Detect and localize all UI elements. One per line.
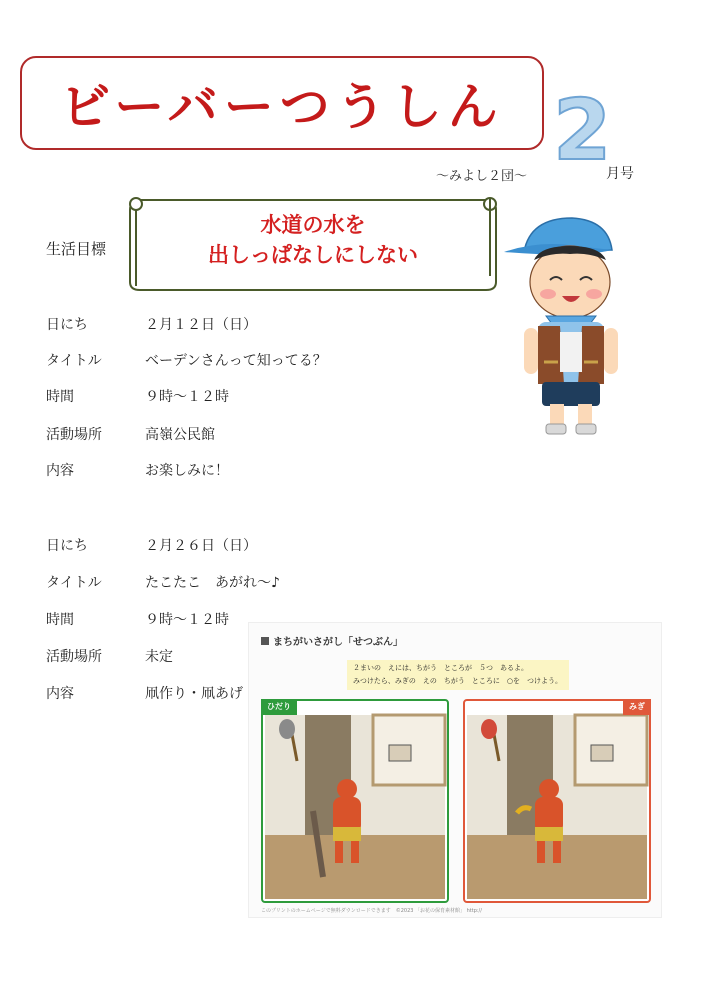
row-value: 未定	[145, 649, 173, 665]
square-bullet-icon	[261, 637, 269, 645]
row-value: ９時〜１２時	[145, 612, 229, 628]
scout-boy-illustration	[500, 212, 640, 442]
month-number: 2	[553, 81, 612, 179]
goal-line-2: 出しっぱなしにしない	[208, 243, 418, 267]
instruction-line-1: ２まいの えには、ちがう ところが ５つ あるよ。	[353, 664, 528, 672]
puzzle-footer: このプリントのホームページで無料ダウンロードできます ©2023 「お花の保育素材館」 http://	[261, 908, 482, 914]
row-key: 時間	[46, 612, 74, 628]
instruction-line-2: みつけたら、みぎの えの ちがう ところに ○を つけよう。	[353, 677, 562, 685]
puzzle-instructions	[347, 660, 569, 690]
puzzle-title-text: まちがいさがし「せつぶん」	[273, 637, 403, 648]
row-key: 活動場所	[46, 649, 102, 665]
row-key: タイトル	[46, 575, 102, 591]
row-value: たこたこ あがれ〜♪	[145, 575, 280, 591]
title-banner	[20, 56, 544, 150]
goal-text	[126, 210, 500, 270]
row-key: 日にち	[46, 538, 88, 554]
newsletter-title: ビーバーつうしん	[60, 78, 504, 136]
puzzle-title	[261, 633, 403, 648]
goal-scroll	[126, 190, 500, 294]
spot-the-difference-puzzle	[248, 622, 662, 918]
troop-name: 〜みよし２団〜	[436, 169, 528, 184]
left-picture-panel	[261, 699, 449, 903]
row-value: ２月１２日（日）	[145, 317, 257, 333]
row-key: 日にち	[46, 317, 88, 333]
row-value: ９時〜１２時	[145, 389, 229, 405]
row-key: 内容	[46, 686, 74, 702]
row-key: 時間	[46, 389, 74, 405]
oni-right-icon	[465, 701, 649, 901]
row-key: 活動場所	[46, 427, 102, 443]
row-value: ベーデンさんって知ってる？	[145, 353, 327, 369]
left-tag: ひだり	[261, 699, 297, 715]
row-value: お楽しみに！	[145, 463, 229, 479]
row-value: 凧作り・凧あげ	[145, 686, 243, 702]
oni-left-icon	[263, 701, 447, 901]
right-tag: みぎ	[623, 699, 651, 715]
boy-icon	[500, 212, 640, 442]
right-picture-panel	[463, 699, 651, 903]
row-key: 内容	[46, 463, 74, 479]
month-suffix: 月号	[606, 166, 634, 182]
goal-line-1: 水道の水を	[260, 213, 366, 237]
row-value: ２月２６日（日）	[145, 538, 257, 554]
goal-label: 生活目標	[46, 240, 107, 258]
row-value: 高嶺公民館	[145, 427, 215, 443]
row-key: タイトル	[46, 353, 102, 369]
